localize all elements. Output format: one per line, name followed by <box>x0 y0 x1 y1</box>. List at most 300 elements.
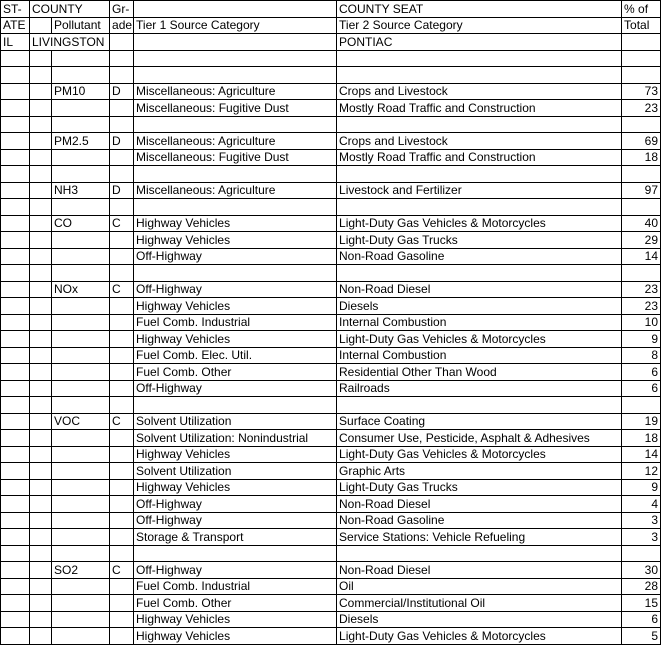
percent-cell: 15 <box>622 595 661 612</box>
table-row <box>1 364 661 381</box>
tier2-cell: Internal Combustion <box>337 314 622 331</box>
table-row <box>1 265 661 282</box>
table-row <box>1 446 661 463</box>
state-cell <box>1 281 30 298</box>
table-row <box>1 232 661 249</box>
grade-cell <box>110 430 134 447</box>
percent-cell: 8 <box>622 347 661 364</box>
header-county-seat: COUNTY SEAT <box>337 1 622 18</box>
county-cell <box>30 298 52 315</box>
percent-cell <box>622 397 661 414</box>
pollutant-cell <box>52 397 110 414</box>
percent-cell <box>622 199 661 216</box>
county-cell <box>30 199 52 216</box>
grade-cell <box>110 331 134 348</box>
state-cell <box>1 347 30 364</box>
percent-cell: 28 <box>622 578 661 595</box>
tier1-cell: Miscellaneous: Fugitive Dust <box>134 149 337 166</box>
county-cell <box>30 133 52 150</box>
tier1-cell: Highway Vehicles <box>134 479 337 496</box>
pollutant-cell: PM2.5 <box>52 133 110 150</box>
tier2-cell: Non-Road Diesel <box>337 281 622 298</box>
tier2-cell: Non-Road Diesel <box>337 562 622 579</box>
table-row <box>1 100 661 117</box>
grade-cell <box>110 166 134 183</box>
state-cell: IL <box>1 34 30 51</box>
state-cell <box>1 611 30 628</box>
grade-cell <box>110 149 134 166</box>
county-cell <box>30 232 52 249</box>
tier2-cell: Surface Coating <box>337 413 622 430</box>
percent-cell <box>622 545 661 562</box>
header-row-2 <box>1 17 661 34</box>
header-tier1: Tier 1 Source Category <box>134 17 337 34</box>
state-cell <box>1 413 30 430</box>
table-row <box>1 479 661 496</box>
state-cell <box>1 215 30 232</box>
county-cell <box>30 413 52 430</box>
state-cell <box>1 149 30 166</box>
state-cell <box>1 331 30 348</box>
tier1-cell: Off-Highway <box>134 248 337 265</box>
percent-cell <box>622 265 661 282</box>
tier2-cell: Oil <box>337 578 622 595</box>
grade-cell <box>110 545 134 562</box>
percent-cell <box>622 116 661 133</box>
table-row <box>1 397 661 414</box>
tier2-cell: Mostly Road Traffic and Construction <box>337 149 622 166</box>
tier1-cell: Solvent Utilization: Nonindustrial <box>134 430 337 447</box>
tier1-cell: Fuel Comb. Other <box>134 595 337 612</box>
table-row <box>1 430 661 447</box>
county-cell <box>30 50 52 67</box>
grade-cell <box>110 50 134 67</box>
tier1-cell <box>134 397 337 414</box>
pollutant-cell: SO2 <box>52 562 110 579</box>
grade-cell <box>110 380 134 397</box>
table-row <box>1 331 661 348</box>
pollutant-cell <box>52 248 110 265</box>
percent-cell: 18 <box>622 149 661 166</box>
grade-cell <box>110 314 134 331</box>
percent-cell <box>622 166 661 183</box>
pollutant-cell <box>52 50 110 67</box>
percent-cell: 23 <box>622 100 661 117</box>
table-row <box>1 83 661 100</box>
state-cell <box>1 595 30 612</box>
percent-cell <box>622 34 661 51</box>
percent-cell: 3 <box>622 512 661 529</box>
pollutant-cell <box>52 446 110 463</box>
percent-cell: 6 <box>622 380 661 397</box>
county-cell <box>30 545 52 562</box>
pollutant-cell: NOx <box>52 281 110 298</box>
tier1-cell <box>134 34 337 51</box>
percent-cell: 12 <box>622 463 661 480</box>
pollutant-cell <box>52 545 110 562</box>
tier2-cell: Light-Duty Gas Vehicles & Motorcycles <box>337 331 622 348</box>
percent-cell: 18 <box>622 430 661 447</box>
state-cell <box>1 314 30 331</box>
percent-cell: 9 <box>622 479 661 496</box>
header-blank <box>134 1 337 18</box>
state-cell <box>1 83 30 100</box>
grade-cell <box>110 479 134 496</box>
tier2-cell: Graphic Arts <box>337 463 622 480</box>
county-cell <box>30 496 52 513</box>
grade-cell <box>110 397 134 414</box>
state-cell <box>1 298 30 315</box>
county-cell <box>30 166 52 183</box>
tier2-cell: Non-Road Gasoline <box>337 248 622 265</box>
tier1-cell: Off-Highway <box>134 512 337 529</box>
tier2-cell: Non-Road Diesel <box>337 496 622 513</box>
state-cell <box>1 133 30 150</box>
tier1-cell: Off-Highway <box>134 562 337 579</box>
state-cell <box>1 628 30 645</box>
grade-cell <box>110 34 134 51</box>
pollutant-cell <box>52 611 110 628</box>
grade-cell <box>110 67 134 84</box>
table-row <box>1 166 661 183</box>
tier2-cell: Non-Road Gasoline <box>337 512 622 529</box>
grade-cell <box>110 265 134 282</box>
county-cell <box>30 364 52 381</box>
state-cell <box>1 248 30 265</box>
table-row <box>1 496 661 513</box>
percent-cell: 9 <box>622 331 661 348</box>
tier2-cell <box>337 397 622 414</box>
header-grade: Gr- <box>110 1 134 18</box>
tier2-cell <box>337 199 622 216</box>
county-seat-cell: PONTIAC <box>337 34 622 51</box>
county-cell <box>30 281 52 298</box>
percent-cell: 6 <box>622 611 661 628</box>
state-cell <box>1 496 30 513</box>
pollutant-cell <box>52 100 110 117</box>
county-cell <box>30 149 52 166</box>
state-cell <box>1 182 30 199</box>
state-cell <box>1 397 30 414</box>
tier1-cell: Storage & Transport <box>134 529 337 546</box>
tier1-cell: Off-Highway <box>134 380 337 397</box>
pollutant-cell: NH3 <box>52 182 110 199</box>
tier2-cell: Light-Duty Gas Vehicles & Motorcycles <box>337 215 622 232</box>
percent-cell <box>622 50 661 67</box>
state-cell <box>1 578 30 595</box>
state-cell <box>1 100 30 117</box>
county-cell <box>30 463 52 480</box>
grade-cell <box>110 496 134 513</box>
tier1-cell: Miscellaneous: Agriculture <box>134 182 337 199</box>
table-row <box>1 67 661 84</box>
county-cell <box>30 83 52 100</box>
grade-cell <box>110 512 134 529</box>
percent-cell: 14 <box>622 446 661 463</box>
tier2-cell: Crops and Livestock <box>337 133 622 150</box>
table-row <box>1 248 661 265</box>
table-row <box>1 562 661 579</box>
percent-cell: 23 <box>622 298 661 315</box>
pollutant-cell <box>52 512 110 529</box>
grade-cell <box>110 199 134 216</box>
tier1-cell <box>134 265 337 282</box>
tier1-cell: Highway Vehicles <box>134 298 337 315</box>
tier1-cell: Fuel Comb. Industrial <box>134 314 337 331</box>
grade-cell <box>110 364 134 381</box>
state-cell <box>1 67 30 84</box>
tier2-cell: Diesels <box>337 298 622 315</box>
tier2-cell: Diesels <box>337 611 622 628</box>
tier1-cell <box>134 199 337 216</box>
table-row <box>1 529 661 546</box>
state-cell <box>1 166 30 183</box>
county-cell <box>30 611 52 628</box>
tier1-cell: Highway Vehicles <box>134 331 337 348</box>
table-row <box>1 413 661 430</box>
table-row <box>1 149 661 166</box>
county-cell <box>30 578 52 595</box>
state-cell <box>1 232 30 249</box>
county-cell <box>30 347 52 364</box>
county-cell <box>30 430 52 447</box>
grade-cell <box>110 578 134 595</box>
tier1-cell: Miscellaneous: Fugitive Dust <box>134 100 337 117</box>
tier1-cell: Fuel Comb. Other <box>134 364 337 381</box>
table-row <box>1 512 661 529</box>
header-state: ST- <box>1 1 30 18</box>
tier2-cell: Light-Duty Gas Vehicles & Motorcycles <box>337 628 622 645</box>
tier2-cell: Light-Duty Gas Vehicles & Motorcycles <box>337 446 622 463</box>
table-row <box>1 298 661 315</box>
table-row <box>1 628 661 645</box>
percent-cell <box>622 67 661 84</box>
tier2-cell: Livestock and Fertilizer <box>337 182 622 199</box>
tier2-cell <box>337 67 622 84</box>
tier2-cell: Internal Combustion <box>337 347 622 364</box>
percent-cell: 23 <box>622 281 661 298</box>
table-row <box>1 578 661 595</box>
table-row <box>1 347 661 364</box>
tier1-cell <box>134 166 337 183</box>
grade-cell <box>110 116 134 133</box>
pollutant-cell <box>52 67 110 84</box>
county-cell <box>30 182 52 199</box>
tier2-cell: Railroads <box>337 380 622 397</box>
grade-cell <box>110 347 134 364</box>
header-state-2: ATE <box>1 17 30 34</box>
tier1-cell: Fuel Comb. Elec. Util. <box>134 347 337 364</box>
table-row <box>1 133 661 150</box>
percent-cell: 73 <box>622 83 661 100</box>
state-cell <box>1 116 30 133</box>
state-cell <box>1 479 30 496</box>
table-row <box>1 380 661 397</box>
tier1-cell: Off-Highway <box>134 496 337 513</box>
grade-cell <box>110 298 134 315</box>
state-cell <box>1 50 30 67</box>
county-cell <box>30 67 52 84</box>
percent-cell: 30 <box>622 562 661 579</box>
pollutant-cell <box>52 265 110 282</box>
table-row <box>1 611 661 628</box>
header-total: Total <box>622 17 661 34</box>
table-row <box>1 50 661 67</box>
table-row <box>1 463 661 480</box>
county-cell <box>30 595 52 612</box>
table-row <box>1 182 661 199</box>
grade-cell: C <box>110 215 134 232</box>
county-cell <box>30 314 52 331</box>
county-cell <box>30 116 52 133</box>
state-cell <box>1 430 30 447</box>
county-cell <box>30 628 52 645</box>
percent-cell: 4 <box>622 496 661 513</box>
pollutant-cell <box>52 430 110 447</box>
state-cell <box>1 446 30 463</box>
header-percent: % of <box>622 1 661 18</box>
tier2-cell <box>337 545 622 562</box>
grade-cell <box>110 529 134 546</box>
location-row <box>1 34 661 51</box>
grade-cell <box>110 463 134 480</box>
grade-cell: D <box>110 182 134 199</box>
county-cell <box>30 446 52 463</box>
pollutant-cell <box>52 232 110 249</box>
percent-cell: 14 <box>622 248 661 265</box>
pollutant-cell <box>52 199 110 216</box>
county-cell <box>30 562 52 579</box>
percent-cell: 69 <box>622 133 661 150</box>
tier2-cell: Commercial/Institutional Oil <box>337 595 622 612</box>
tier1-cell: Highway Vehicles <box>134 628 337 645</box>
county-cell <box>30 529 52 546</box>
state-cell <box>1 199 30 216</box>
tier1-cell: Off-Highway <box>134 281 337 298</box>
pollutant-cell <box>52 347 110 364</box>
grade-cell <box>110 595 134 612</box>
state-cell <box>1 463 30 480</box>
header-county: COUNTY <box>30 1 110 18</box>
grade-cell: D <box>110 133 134 150</box>
tier2-cell: Mostly Road Traffic and Construction <box>337 100 622 117</box>
tier2-cell <box>337 116 622 133</box>
tier1-cell: Miscellaneous: Agriculture <box>134 83 337 100</box>
percent-cell: 6 <box>622 364 661 381</box>
county-cell <box>30 100 52 117</box>
pollutant-cell <box>52 496 110 513</box>
grade-cell: C <box>110 413 134 430</box>
pollutant-cell: VOC <box>52 413 110 430</box>
percent-cell: 10 <box>622 314 661 331</box>
grade-cell <box>110 232 134 249</box>
pollutant-cell: PM10 <box>52 83 110 100</box>
county-cell <box>30 331 52 348</box>
pollutant-cell <box>52 314 110 331</box>
percent-cell: 5 <box>622 628 661 645</box>
county-cell <box>30 248 52 265</box>
state-cell <box>1 562 30 579</box>
tier2-cell: Crops and Livestock <box>337 83 622 100</box>
table-row <box>1 545 661 562</box>
tier1-cell: Solvent Utilization <box>134 463 337 480</box>
percent-cell: 29 <box>622 232 661 249</box>
pollutant-cell <box>52 116 110 133</box>
header-pollutant: Pollutant <box>52 17 110 34</box>
tier2-cell: Consumer Use, Pesticide, Asphalt & Adhesives <box>337 430 622 447</box>
tier1-cell <box>134 116 337 133</box>
table-row <box>1 199 661 216</box>
pollutant-cell <box>52 149 110 166</box>
tier1-cell: Highway Vehicles <box>134 446 337 463</box>
header-spacer <box>30 17 52 34</box>
tier1-cell: Highway Vehicles <box>134 232 337 249</box>
pollutant-cell <box>52 479 110 496</box>
state-cell <box>1 512 30 529</box>
table-row <box>1 116 661 133</box>
pollutant-cell <box>52 298 110 315</box>
header-grade-2: ade <box>110 17 134 34</box>
header-row-1 <box>1 1 661 18</box>
pollutant-cell <box>52 578 110 595</box>
grade-cell <box>110 611 134 628</box>
table-row <box>1 281 661 298</box>
state-cell <box>1 380 30 397</box>
pollutant-cell <box>52 595 110 612</box>
tier2-cell <box>337 166 622 183</box>
percent-cell: 97 <box>622 182 661 199</box>
county-cell <box>30 265 52 282</box>
county-cell <box>30 397 52 414</box>
county-cell <box>30 512 52 529</box>
pollutant-cell: CO <box>52 215 110 232</box>
tier1-cell <box>134 50 337 67</box>
percent-cell: 40 <box>622 215 661 232</box>
tier1-cell: Miscellaneous: Agriculture <box>134 133 337 150</box>
grade-cell <box>110 628 134 645</box>
grade-cell <box>110 100 134 117</box>
county-cell: LIVINGSTON <box>30 34 110 51</box>
grade-cell: D <box>110 83 134 100</box>
tier1-cell: Highway Vehicles <box>134 611 337 628</box>
tier1-cell: Highway Vehicles <box>134 215 337 232</box>
tier2-cell: Light-Duty Gas Trucks <box>337 479 622 496</box>
table-row <box>1 595 661 612</box>
pollutant-cell <box>52 380 110 397</box>
grade-cell <box>110 446 134 463</box>
pollutant-cell <box>52 364 110 381</box>
state-cell <box>1 545 30 562</box>
percent-cell: 19 <box>622 413 661 430</box>
tier1-cell: Solvent Utilization <box>134 413 337 430</box>
pollutant-cell <box>52 628 110 645</box>
tier2-cell <box>337 50 622 67</box>
pollutant-cell <box>52 529 110 546</box>
grade-cell: C <box>110 562 134 579</box>
tier1-cell <box>134 67 337 84</box>
county-cell <box>30 380 52 397</box>
tier1-cell <box>134 545 337 562</box>
pollutant-cell <box>52 463 110 480</box>
header-tier2: Tier 2 Source Category <box>337 17 622 34</box>
tier2-cell: Service Stations: Vehicle Refueling <box>337 529 622 546</box>
grade-cell <box>110 248 134 265</box>
state-cell <box>1 265 30 282</box>
pollutant-cell <box>52 331 110 348</box>
tier1-cell: Fuel Comb. Industrial <box>134 578 337 595</box>
state-cell <box>1 529 30 546</box>
grade-cell: C <box>110 281 134 298</box>
